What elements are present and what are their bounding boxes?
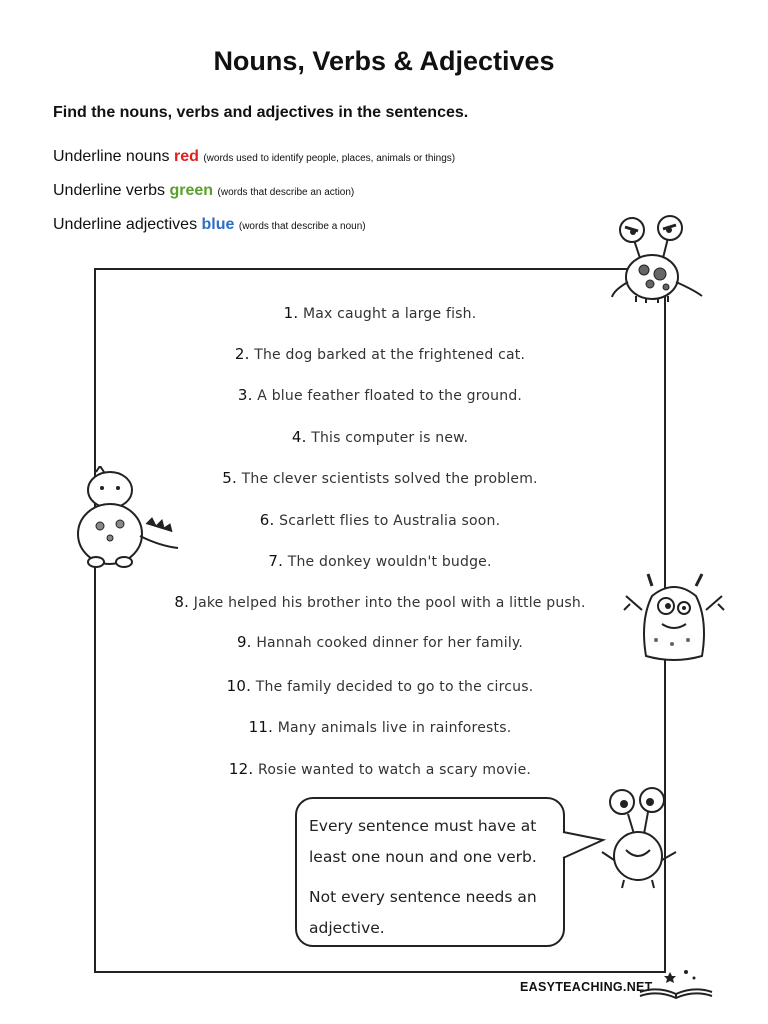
- rule-adjectives: [53, 216, 366, 234]
- sentence-number: 1.: [283, 304, 299, 322]
- sentence-text: This computer is new.: [311, 430, 469, 446]
- sentence-text: A blue feather floated to the ground.: [257, 388, 523, 404]
- sentence-text: Hannah cooked dinner for her family.: [256, 635, 524, 651]
- rule-color-red: red: [173, 148, 199, 165]
- bubble-text-1: Every sentence must have at least one noun and one verb.: [309, 817, 537, 866]
- sentence-number: 3.: [237, 386, 253, 404]
- sentence-text: Max caught a large fish.: [302, 306, 477, 322]
- sentence-text: The clever scientists solved the problem.: [241, 471, 538, 487]
- sentence: [94, 677, 666, 695]
- sentence-number: 12.: [228, 760, 254, 778]
- sentence-number: 2.: [234, 345, 250, 363]
- sentence: [94, 345, 666, 363]
- sentence: [94, 304, 666, 322]
- sentence: [94, 428, 666, 446]
- page-title: Nouns, Verbs & Adjectives: [213, 46, 555, 76]
- rule-prefix: Underline nouns: [53, 148, 174, 165]
- sentence-text: The dog barked at the frightened cat.: [254, 347, 526, 363]
- monster-bubble-icon: [598, 786, 682, 890]
- rule-note: (words that describe a noun): [238, 221, 366, 232]
- sentence-number: 7.: [268, 552, 284, 570]
- rule-color-green: green: [169, 182, 214, 199]
- sentence-number: 6.: [259, 511, 275, 529]
- sentence-text: The donkey wouldn't budge.: [287, 554, 492, 570]
- rule-nouns: [53, 148, 455, 166]
- sentence: [94, 633, 666, 651]
- sentence-number: 5.: [222, 469, 237, 487]
- rule-note: (words used to identify people, places, animals or things): [203, 153, 456, 164]
- sentence: [94, 386, 666, 404]
- sentence-text: Rosie wanted to watch a scary movie.: [258, 762, 532, 778]
- monster-fuzzy-icon: [622, 570, 726, 666]
- rule-prefix: Underline adjectives: [53, 216, 202, 233]
- rule-verbs: [53, 182, 354, 200]
- sentence-number: 10.: [226, 677, 252, 695]
- sentence-number: 4.: [291, 428, 307, 446]
- rule-color-blue: blue: [201, 216, 235, 233]
- rule-prefix: Underline verbs: [53, 182, 170, 199]
- instruction: Find the nouns, verbs and adjectives in the sentences.: [53, 104, 469, 121]
- sentence: [94, 593, 666, 611]
- bubble-text-2: Not every sentence needs an adjective.: [309, 888, 537, 937]
- sentence-number: 9.: [236, 633, 252, 651]
- sentence-text: The family decided to go to the circus.: [255, 679, 534, 695]
- book-stars-icon: [636, 966, 716, 1000]
- dinosaur-icon: [68, 466, 180, 570]
- sentence: [94, 760, 666, 778]
- sentence-number: 8.: [174, 593, 190, 611]
- monster-top-icon: [606, 212, 706, 304]
- rule-note: (words that describe an action): [217, 187, 355, 198]
- sentence-number: 11.: [248, 718, 274, 736]
- sentence: [94, 718, 666, 736]
- sentence-text: Jake helped his brother into the pool with a little push.: [193, 595, 586, 611]
- speech-bubble: [295, 797, 565, 947]
- sentence-text: Many animals live in rainforests.: [277, 720, 512, 736]
- footer-brand: EASYTEACHING.NET: [520, 980, 653, 994]
- sentence-text: Scarlett flies to Australia soon.: [279, 513, 501, 529]
